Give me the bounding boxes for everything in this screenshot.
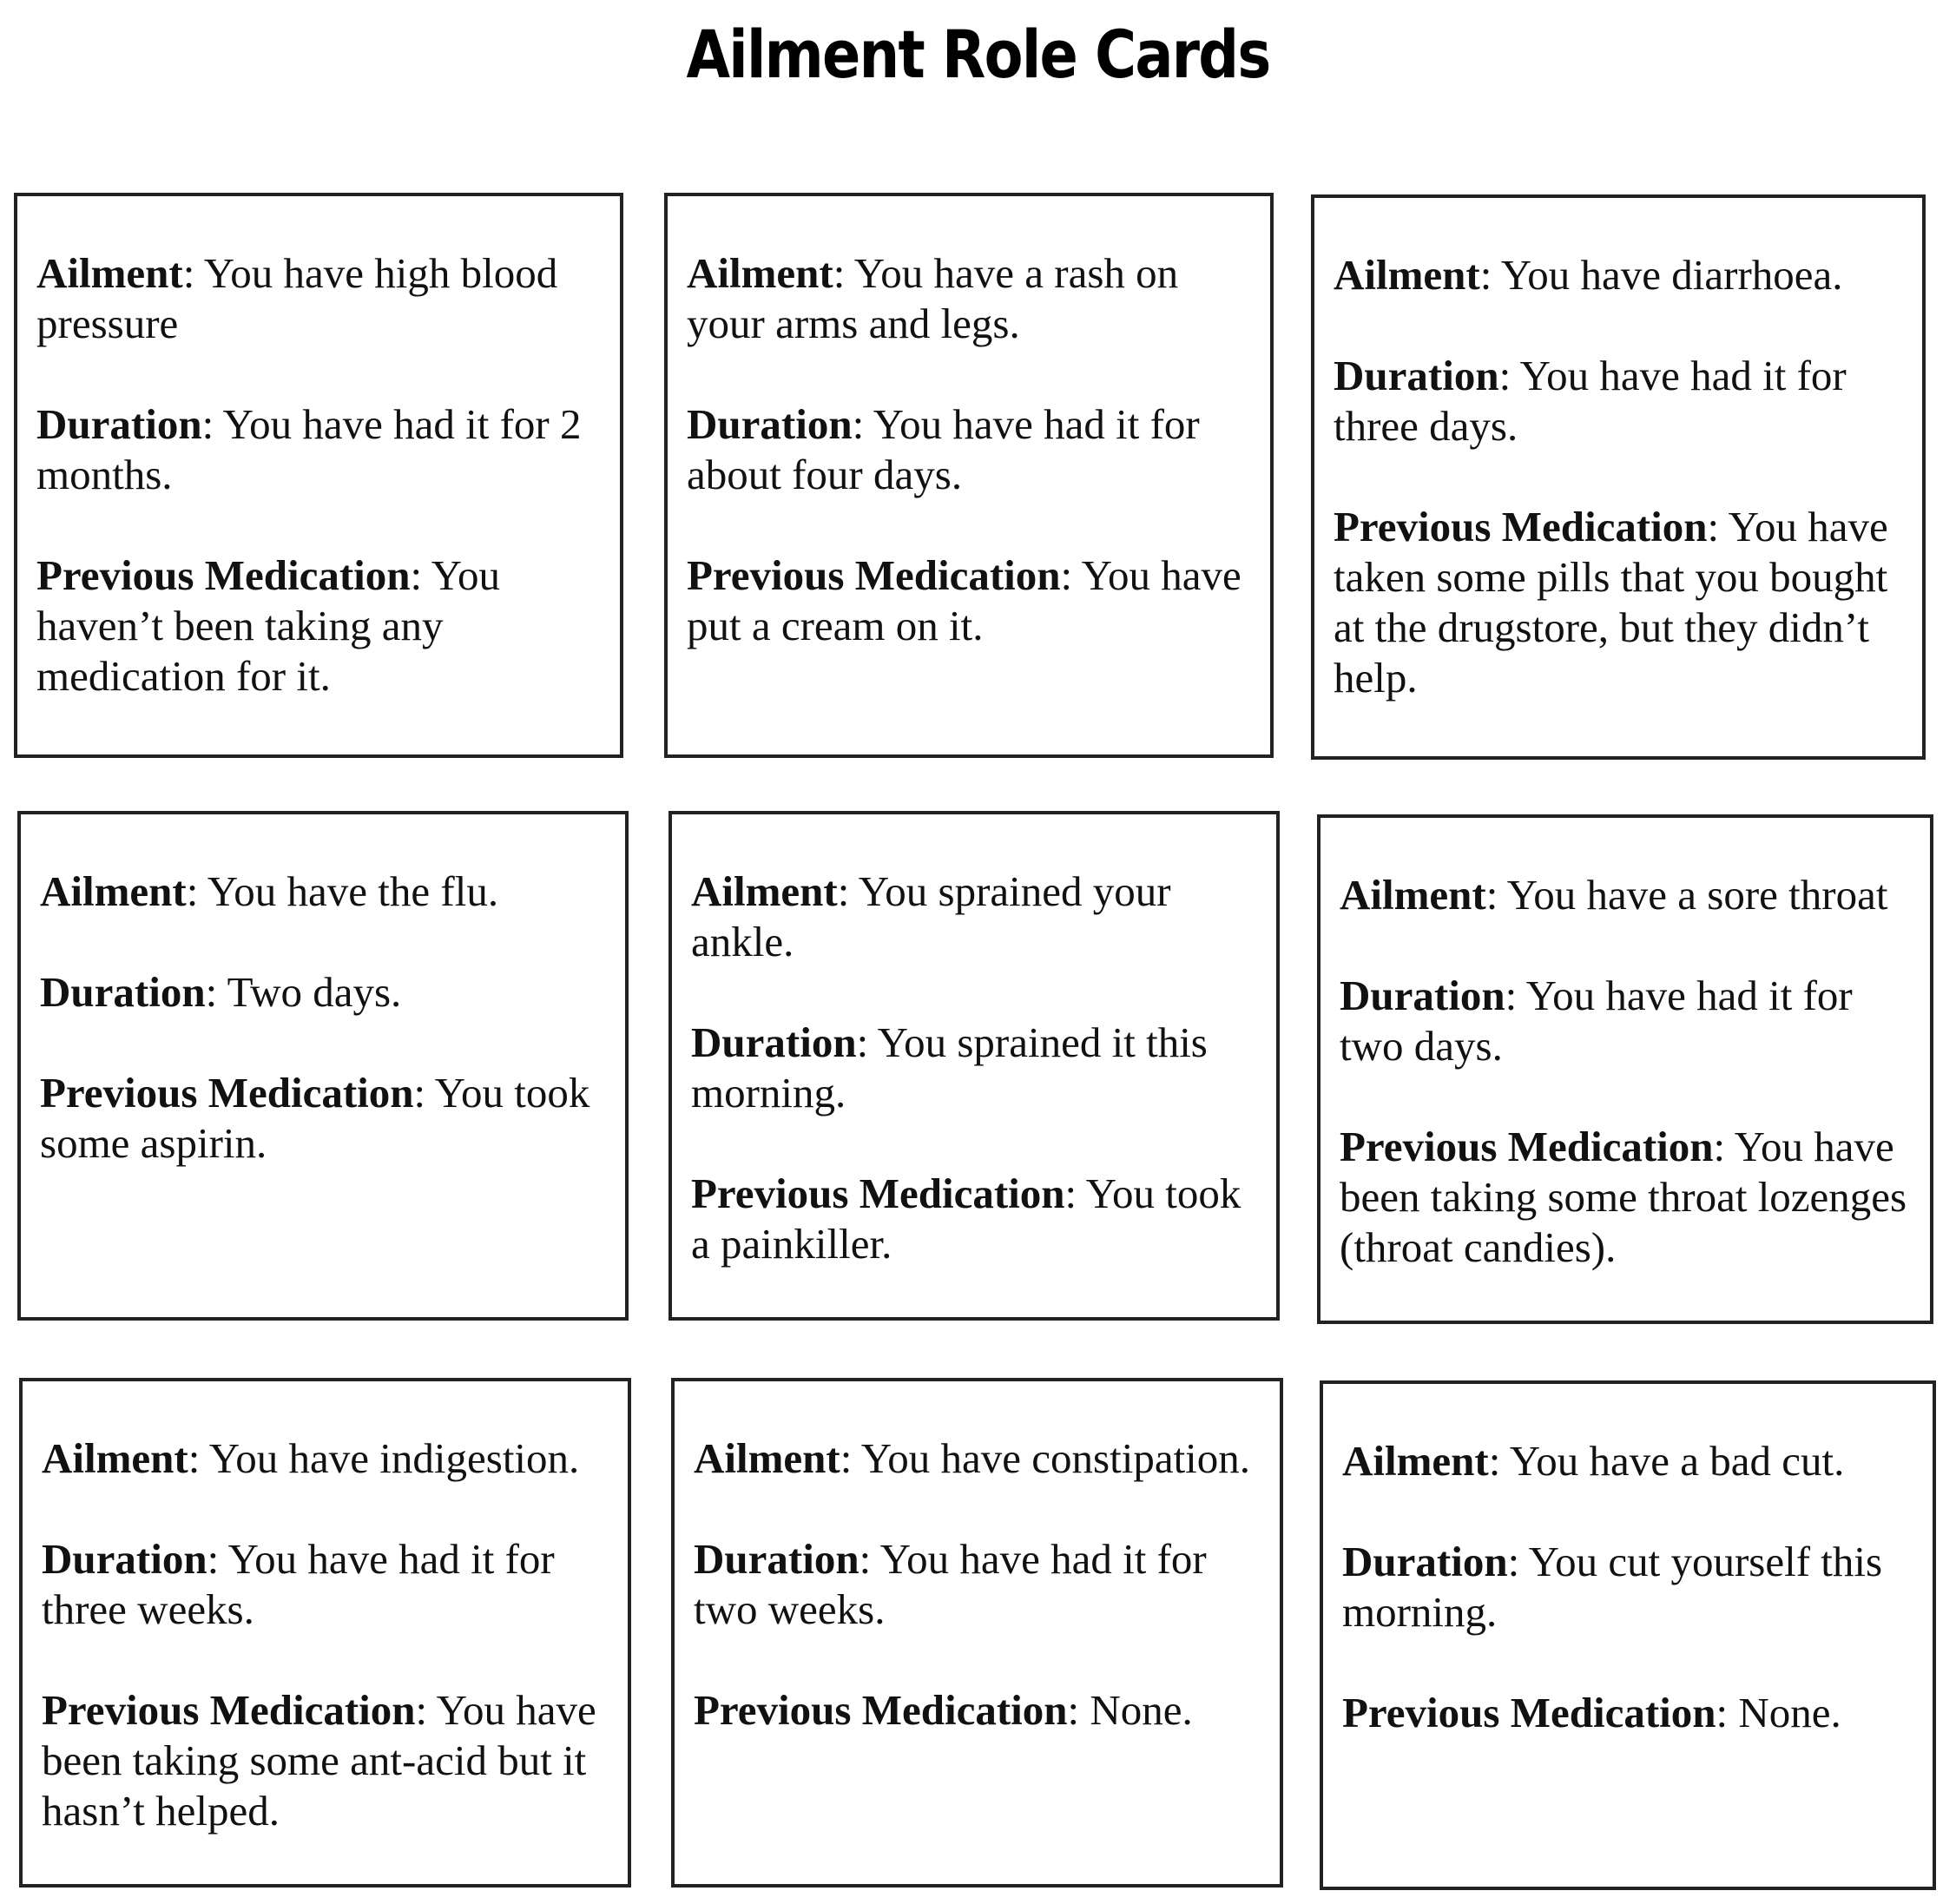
duration-value: You have had it for three days.	[1334, 352, 1847, 450]
duration-label: Duration	[694, 1535, 859, 1583]
role-card	[671, 1378, 1283, 1888]
ailment-label: Ailment	[1334, 251, 1480, 299]
ailment-label: Ailment	[1340, 871, 1486, 919]
ailment-value: You have a bad cut.	[1509, 1437, 1845, 1485]
duration-line: Duration: You have had it for two weeks.	[694, 1535, 1207, 1633]
duration-value: You have had it for about four days.	[687, 400, 1200, 498]
medication-value: You have taken some pills that you bought at the drugstore, but they didn’t help.	[1334, 503, 1888, 702]
medication-label: Previous Medication	[1342, 1689, 1716, 1736]
duration-label: Duration	[1334, 352, 1499, 399]
ailment-line: Ailment: You have indigestion.	[42, 1434, 580, 1482]
ailment-value: You have constipation.	[860, 1434, 1251, 1482]
ailment-label: Ailment	[40, 867, 187, 915]
duration-label: Duration	[1340, 972, 1505, 1019]
role-card	[668, 811, 1280, 1321]
duration-value: You have had it for two days.	[1340, 972, 1853, 1070]
medication-label: Previous Medication	[42, 1686, 416, 1734]
medication-value: None.	[1090, 1686, 1193, 1734]
duration-value: You have had it for two weeks.	[694, 1535, 1207, 1633]
duration-value: You cut yourself this morning.	[1342, 1538, 1883, 1636]
medication-label: Previous Medication	[694, 1686, 1068, 1734]
medication-line: Previous Medication: You have been taking some ant-acid but it hasn’t helped.	[42, 1686, 596, 1835]
duration-value: You have had it for three weeks.	[42, 1535, 555, 1633]
duration-label: Duration	[36, 400, 202, 448]
duration-line: Duration: You sprained it this morning.	[691, 1018, 1208, 1117]
ailment-line: Ailment: You have a bad cut.	[1342, 1437, 1845, 1485]
medication-line: Previous Medication: You took some aspirin.	[40, 1069, 590, 1167]
ailment-value: You have indigestion.	[208, 1434, 580, 1482]
ailment-line: Ailment: You have high blood pressure	[36, 249, 558, 347]
duration-label: Duration	[42, 1535, 207, 1583]
ailment-line: Ailment: You have constipation.	[694, 1434, 1251, 1482]
ailment-line: Ailment: You have the flu.	[40, 867, 499, 915]
ailment-line: Ailment: You have diarrhoea.	[1334, 251, 1843, 299]
medication-label: Previous Medication	[1334, 503, 1708, 550]
duration-line: Duration: Two days.	[40, 968, 402, 1016]
duration-value: You have had it for 2 months.	[36, 400, 582, 498]
ailment-value: You have diarrhoea.	[1500, 251, 1843, 299]
ailment-value: You have a sore throat	[1506, 871, 1888, 919]
medication-value: You took a painkiller.	[691, 1169, 1241, 1268]
medication-label: Previous Medication	[691, 1169, 1065, 1217]
medication-line: Previous Medication: You have put a cream on it.	[687, 551, 1241, 649]
duration-line: Duration: You have had it for three days.	[1334, 352, 1847, 450]
medication-line: Previous Medication: None.	[1342, 1689, 1841, 1736]
ailment-label: Ailment	[694, 1434, 840, 1482]
ailment-label: Ailment	[691, 867, 838, 915]
role-card	[1311, 194, 1926, 760]
medication-label: Previous Medication	[36, 551, 411, 599]
ailment-label: Ailment	[36, 249, 183, 297]
ailment-line: Ailment: You have a rash on your arms and legs.	[687, 249, 1179, 347]
ailment-line: Ailment: You sprained your ankle.	[691, 867, 1171, 965]
role-card	[17, 811, 629, 1321]
duration-label: Duration	[691, 1018, 857, 1066]
role-card	[664, 193, 1274, 758]
medication-line: Previous Medication: You haven’t been taking any medication for it.	[36, 551, 501, 700]
medication-value: None.	[1738, 1689, 1841, 1736]
medication-label: Previous Medication	[1340, 1123, 1714, 1170]
duration-value: Two days.	[227, 968, 402, 1016]
medication-value: You took some aspirin.	[40, 1069, 590, 1167]
duration-line: Duration: You have had it for about four days.	[687, 400, 1200, 498]
duration-label: Duration	[687, 400, 853, 448]
duration-line: Duration: You have had it for three weeks.	[42, 1535, 555, 1633]
medication-value: You haven’t been taking any medication for it.	[36, 551, 501, 700]
ailment-label: Ailment	[1342, 1437, 1489, 1485]
duration-value: You sprained it this morning.	[691, 1018, 1208, 1117]
ailment-label: Ailment	[42, 1434, 188, 1482]
role-card	[19, 1378, 631, 1888]
duration-line: Duration: You have had it for two days.	[1340, 972, 1853, 1070]
medication-line: Previous Medication: None.	[694, 1686, 1193, 1734]
duration-label: Duration	[40, 968, 206, 1016]
medication-line: Previous Medication: You have taken some pills that you bought at the drugstore, but they didn’t help.	[1334, 503, 1888, 702]
ailment-line: Ailment: You have a sore throat	[1340, 871, 1888, 919]
ailment-label: Ailment	[687, 249, 833, 297]
medication-value: You have been taking some ant-acid but it hasn’t helped.	[42, 1686, 596, 1835]
role-card	[1317, 814, 1933, 1324]
medication-line: Previous Medication: You took a painkiller.	[691, 1169, 1241, 1268]
medication-label: Previous Medication	[40, 1069, 414, 1117]
medication-label: Previous Medication	[687, 551, 1061, 599]
medication-line: Previous Medication: You have been taking some throat lozenges (throat candies).	[1340, 1123, 1907, 1271]
medication-value: You have been taking some throat lozenges (throat candies).	[1340, 1123, 1907, 1271]
duration-line: Duration: You cut yourself this morning.	[1342, 1538, 1883, 1636]
ailment-value: You have the flu.	[207, 867, 499, 915]
ailment-value: You sprained your ankle.	[691, 867, 1171, 965]
page-title: Ailment Role Cards	[686, 16, 1270, 93]
duration-line: Duration: You have had it for 2 months.	[36, 400, 582, 498]
role-card	[1320, 1380, 1936, 1890]
medication-value: You have put a cream on it.	[687, 551, 1241, 649]
duration-label: Duration	[1342, 1538, 1508, 1585]
ailment-value: You have high blood pressure	[36, 249, 558, 347]
role-card	[14, 193, 623, 758]
ailment-value: You have a rash on your arms and legs.	[687, 249, 1179, 347]
